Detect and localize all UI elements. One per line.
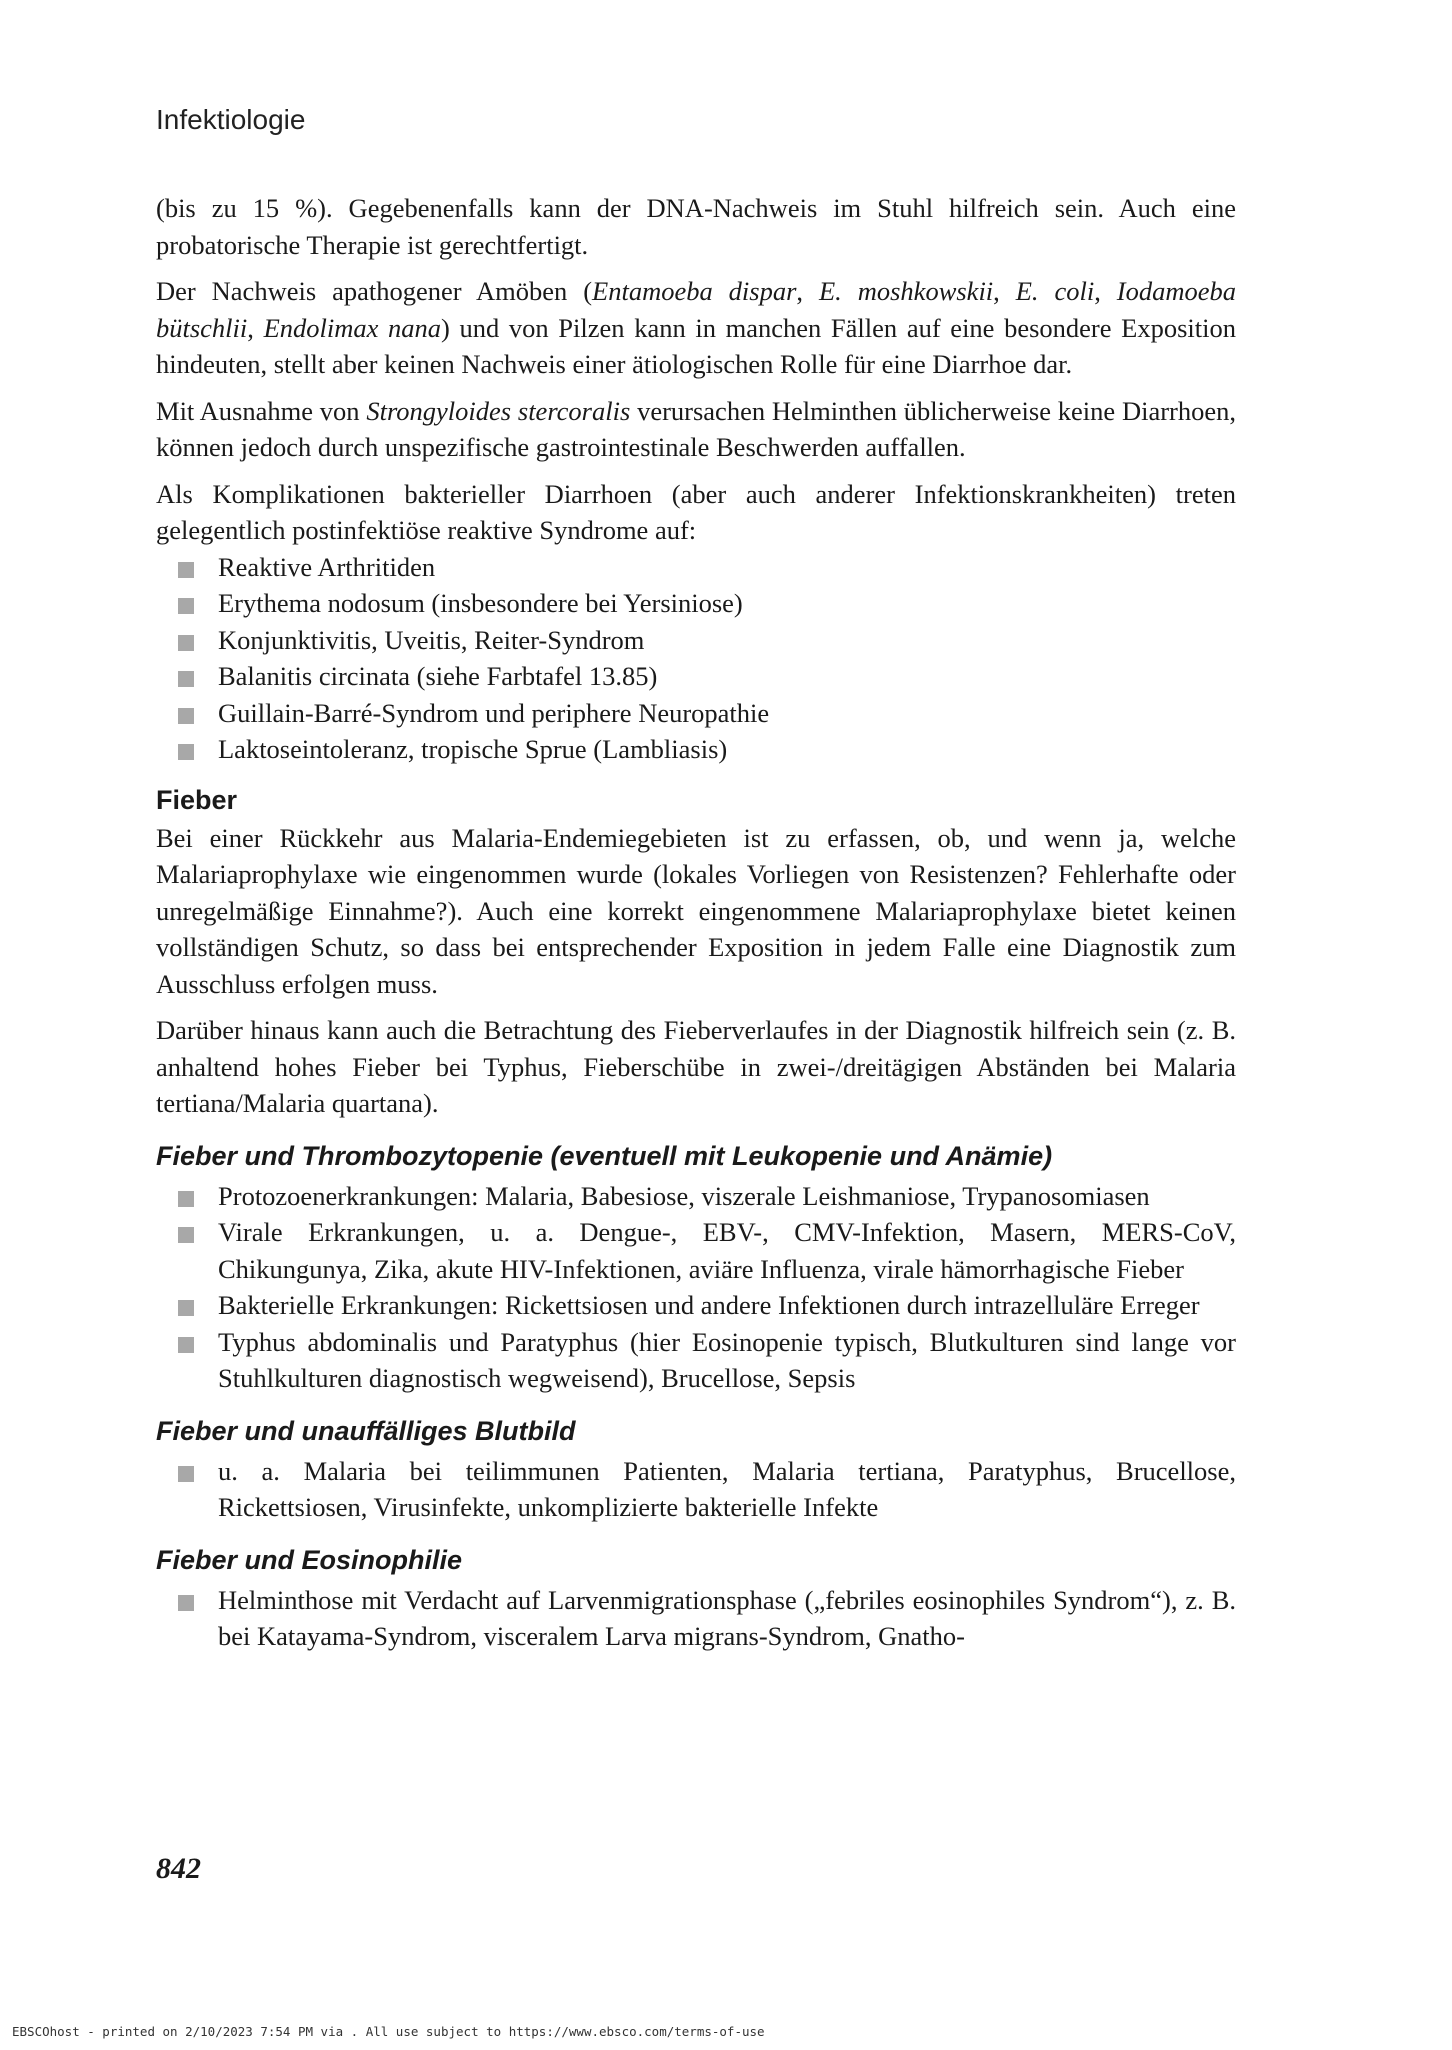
list-reaktive-syndrome (156, 549, 1236, 768)
list-item: Helminthose mit Verdacht auf Larvenmigrationsphase („febriles eosinophiles Syndrom“), z. B. bei Katayama-Syndrom, visceralem Larva migrans-Syndrom, Gnatho- (156, 1582, 1236, 1655)
list-item: Erythema nodosum (insbesondere bei Yersiniose) (156, 585, 1236, 622)
square-bullet-icon (178, 744, 194, 760)
list-item: Reaktive Arthritiden (156, 549, 1236, 586)
square-bullet-icon (178, 562, 194, 578)
square-bullet-icon (178, 1300, 194, 1316)
list-item: Bakterielle Erkrankungen: Rickettsiosen und andere Infektionen durch intrazelluläre Erreger (156, 1287, 1236, 1324)
list-item: Laktoseintoleranz, tropische Sprue (Lambliasis) (156, 731, 1236, 768)
list-eosinophilie (156, 1582, 1236, 1655)
square-bullet-icon (178, 598, 194, 614)
paragraph-dna-nachweis: (bis zu 15 %). Gegebenenfalls kann der DNA-Nachweis im Stuhl hilfreich sein. Auch eine probatorische Therapie ist gerechtfertigt. (156, 193, 1236, 260)
list-thrombozytopenie (156, 1178, 1236, 1397)
heading-fieber-eosinophilie: Fieber und Eosinophilie (156, 1544, 463, 1575)
list-item: Guillain-Barré-Syndrom und periphere Neuropathie (156, 695, 1236, 732)
paragraph-malaria-rueckkehr: Bei einer Rückkehr aus Malaria-Endemiegebieten ist zu erfassen, ob, und wenn ja, welche Malariaprophylaxe wie eingenommen wurde (lokales Vorliegen von Resistenzen? Fehlerhafte oder unregelmäßige Einnahme?). Auch eine korrekt eingenommene Malariaprophylaxe bietet keinen vollständigen Schutz, so dass bei entsprechender Exposition in jedem Falle eine Diagnostik zum Ausschluss erfolgen muss. (156, 822, 1236, 999)
page-number: 842 (156, 1852, 201, 1885)
square-bullet-icon (178, 1466, 194, 1482)
list-item: Virale Erkrankungen, u. a. Dengue-, EBV-, CMV-Infektion, Masern, MERS-CoV, Chikungunya, Zika, akute HIV-Infektionen, aviäre Influenza, virale hämorrhagische Fieber (156, 1214, 1236, 1287)
heading-fieber-thrombozytopenie: Fieber und Thrombozytopenie (eventuell mit Leukopenie und Anämie) (156, 1140, 1053, 1171)
list-unauffaelliges-blutbild (156, 1453, 1236, 1526)
square-bullet-icon (178, 708, 194, 724)
square-bullet-icon (178, 1227, 194, 1243)
paragraph-fieberverlauf: Darüber hinaus kann auch die Betrachtung des Fieberverlaufes in der Diagnostik hilfreich sein (z. B. anhaltend hohes Fieber bei Typhus, Fieberschübe in zwei-/dreitägigen Abständen bei Malaria tertiana/Malaria quartana). (156, 1015, 1236, 1118)
page-body (156, 190, 1236, 1669)
square-bullet-icon (178, 635, 194, 651)
list-item: Balanitis circinata (siehe Farbtafel 13.85) (156, 658, 1236, 695)
list-item: Protozoenerkrankungen: Malaria, Babesiose, viszerale Leishmaniose, Trypanosomiasen (156, 1178, 1236, 1215)
heading-fieber: Fieber (156, 784, 238, 815)
list-item: Typhus abdominalis und Paratyphus (hier Eosinopenie typisch, Blutkulturen sind lange vor Stuhlkulturen diagnostisch wegweisend), Brucellose, Sepsis (156, 1324, 1236, 1397)
list-item: u. a. Malaria bei teilimmunen Patienten, Malaria tertiana, Paratyphus, Brucellose, Rickettsiosen, Virusinfekte, unkomplizierte bakterielle Infekte (156, 1453, 1236, 1526)
heading-fieber-blutbild: Fieber und unauffälliges Blutbild (156, 1415, 576, 1446)
square-bullet-icon (178, 1595, 194, 1611)
square-bullet-icon (178, 1337, 194, 1353)
running-head: Infektiologie (156, 104, 306, 135)
paragraph-amoeben: Der Nachweis apathogener Amöben (Entamoeba dispar, E. moshkowskii, E. coli, Iodamoeba bütschlii, Endolimax nana) und von Pilzen kann in manchen Fällen auf eine besondere Exposition hindeuten, stellt aber keinen Nachweis einer ätiologischen Rolle für eine Diarrhoe dar. (156, 276, 1237, 379)
square-bullet-icon (178, 1191, 194, 1207)
list-item: Konjunktivitis, Uveitis, Reiter-Syndrom (156, 622, 1236, 659)
square-bullet-icon (178, 671, 194, 687)
paragraph-komplikationen: Als Komplikationen bakterieller Diarrhoen (aber auch anderer Infektionskrankheiten) treten gelegentlich postinfektiöse reaktive Syndrome auf: (156, 478, 1236, 545)
print-footer: EBSCOhost - printed on 2/10/2023 7:54 PM via . All use subject to https://www.ebsco.com/terms-of-use (12, 2024, 765, 2039)
paragraph-helminthen: Mit Ausnahme von Strongyloides stercoralis verursachen Helminthen üblicherweise keine Diarrhoen, können jedoch durch unspezifische gastrointestinale Beschwerden auffallen. (156, 395, 1236, 462)
